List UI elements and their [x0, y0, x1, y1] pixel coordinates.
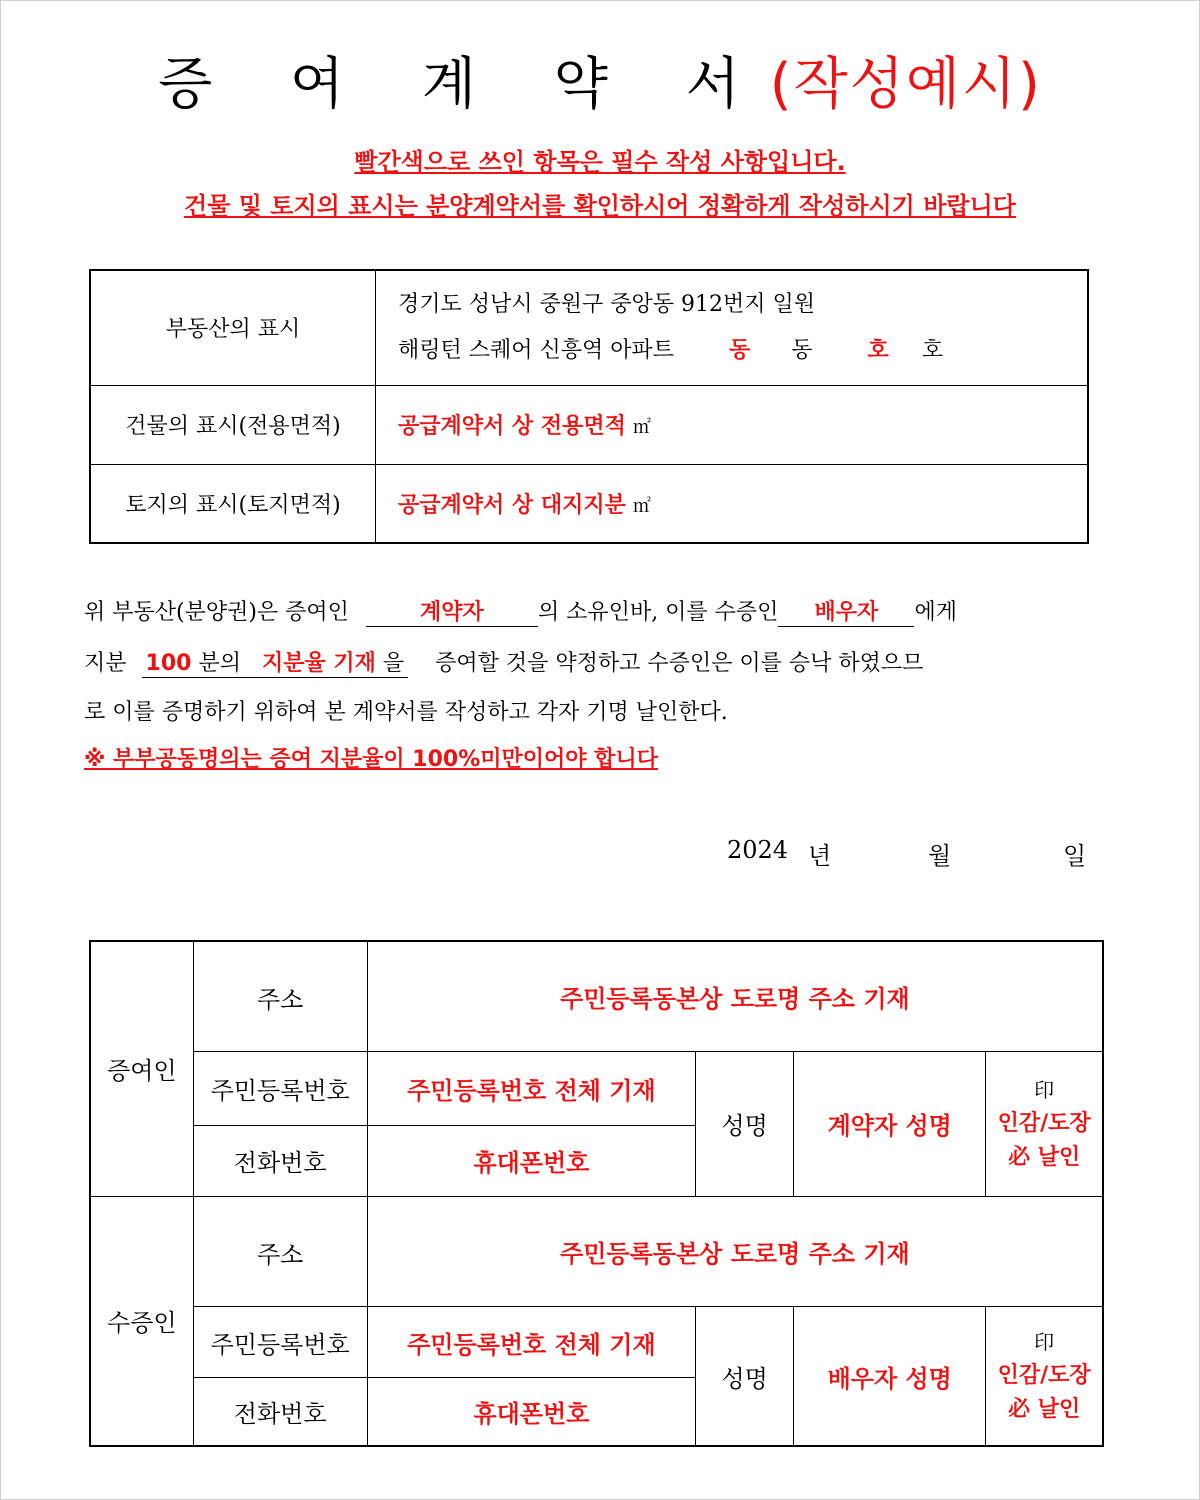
land-share-unit: ㎡	[632, 495, 651, 517]
share-denominator: 100	[145, 651, 192, 676]
building-value-cell	[376, 385, 1089, 464]
dong-required: 동	[729, 337, 751, 363]
property-row	[90, 270, 1088, 385]
donor-id-label: 주민등록번호	[193, 1051, 367, 1125]
building-area: 공급계약서 상 전용면적	[398, 414, 626, 439]
donee-address: 주민등록동본상 도로명 주소 기재	[367, 1196, 1103, 1306]
property-table	[89, 269, 1089, 544]
property-address-cell	[376, 270, 1089, 385]
donee-seal-line1: 인감/도장	[997, 1363, 1091, 1389]
donor-address: 주민등록동본상 도로명 주소 기재	[367, 941, 1103, 1051]
building-label: 건물의 표시(전용면적)	[90, 385, 376, 464]
donor-blank-text: 계약자	[420, 600, 484, 625]
share-blank	[142, 646, 409, 678]
agreement-text: 의 소유인바, 이를 수증인	[537, 600, 779, 625]
donee-name-label: 성명	[696, 1307, 794, 1446]
donor-role: 증여인	[90, 941, 193, 1196]
donee-name: 배우자 성명	[794, 1307, 986, 1446]
seal-mark: 印	[1034, 1077, 1055, 1102]
donor-address-row	[90, 941, 1103, 1051]
agreement-text: 지분	[84, 651, 127, 676]
land-label: 토지의 표시(토지면적)	[90, 464, 376, 543]
agreement-text: 증여할 것을 약정하고 수증인은 이를 승낙 하였으므	[435, 651, 924, 676]
donee-role: 수증인	[90, 1196, 193, 1446]
land-value-cell	[376, 464, 1089, 543]
donor-id-row	[90, 1051, 1103, 1125]
land-share: 공급계약서 상 대지지분	[398, 492, 626, 518]
donor-blank	[366, 595, 538, 627]
date-day-unit: 일	[1063, 842, 1087, 870]
agreement-line-3: 로 이를 증명하기 위하여 본 계약서를 작성하고 각자 기명 날인한다.	[84, 700, 728, 725]
date-year-unit: 년	[808, 842, 832, 870]
donee-address-label: 주소	[193, 1196, 367, 1306]
joint-ownership-notice: ※ 부부공동명의는 증여 지분율이 100%미만이어야 합니다	[84, 747, 658, 772]
address-line-1: 경기도 성남시 중원구 중앙동 912번지 일원	[398, 291, 815, 317]
donor-address-label: 주소	[193, 941, 367, 1051]
ho-suffix: 호	[921, 337, 944, 363]
donor-name-label: 성명	[696, 1051, 794, 1196]
donee-phone-label: 전화번호	[193, 1378, 367, 1446]
donee-blank	[778, 595, 914, 627]
donee-address-row	[90, 1196, 1103, 1306]
agreement-text: 위 부동산(분양권)은 증여인	[84, 600, 349, 625]
address-line-2	[398, 328, 1086, 374]
share-numerator: 지분율 기재	[261, 651, 376, 676]
donor-phone-label: 전화번호	[193, 1125, 367, 1196]
donee-id-label: 주민등록번호	[193, 1307, 367, 1378]
donee-blank-text: 배우자	[814, 600, 879, 625]
donee-id-row	[90, 1307, 1103, 1378]
donor-phone: 휴대폰번호	[367, 1125, 695, 1196]
donor-seal-line1: 인감/도장	[997, 1110, 1091, 1136]
donor-name: 계약자 성명	[794, 1051, 986, 1196]
donee-id-number: 주민등록번호 전체 기재	[367, 1307, 695, 1378]
donor-id-number: 주민등록번호 전체 기재	[367, 1051, 695, 1125]
donee-seal	[986, 1307, 1103, 1446]
donor-seal	[986, 1051, 1103, 1196]
date-year: 2024	[727, 836, 789, 864]
dong-suffix: 동	[791, 337, 813, 363]
ho-required: 호	[867, 337, 889, 363]
agreement-text: 에게	[914, 600, 957, 625]
building-row	[90, 385, 1088, 464]
document-title	[0, 40, 1200, 120]
donee-seal-line2: 必 날인	[1008, 1397, 1081, 1423]
title-suffix: (작성예시)	[769, 52, 1042, 117]
donee-phone: 휴대폰번호	[367, 1378, 695, 1446]
property-label: 부동산의 표시	[90, 270, 376, 385]
seal-mark: 印	[1034, 1330, 1055, 1355]
date-month-unit: 월	[928, 842, 952, 870]
notice-required-fields: 빨간색으로 쓰인 항목은 필수 작성 사항입니다.	[354, 148, 846, 176]
party-table	[89, 940, 1104, 1447]
title-main: 증 여 계 약 서	[158, 52, 770, 117]
agreement-line-2	[84, 646, 1090, 678]
building-area-unit: ㎡	[632, 417, 651, 438]
land-row	[90, 464, 1088, 543]
agreement-text: 을	[382, 651, 405, 676]
donor-seal-line2: 必 날인	[1008, 1144, 1081, 1170]
agreement-line-1	[84, 595, 1090, 627]
notice-check-contract: 건물 및 토지의 표시는 분양계약서를 확인하시어 정확하게 작성하시기 바랍니다	[184, 192, 1016, 220]
apartment-name: 해링턴 스퀘어 신흥역 아파트	[398, 337, 675, 363]
agreement-text: 분의	[198, 651, 241, 676]
